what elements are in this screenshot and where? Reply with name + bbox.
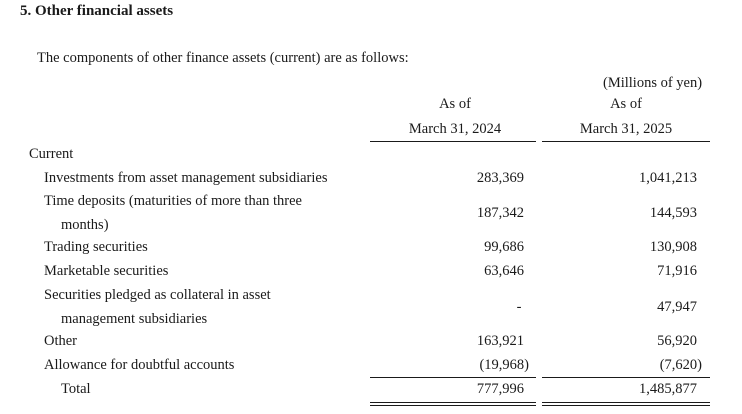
- total-value-2024: 777,996: [476, 381, 524, 397]
- row-value-2024: 99,686: [484, 239, 524, 255]
- row-value-2024: (19,968): [479, 357, 529, 373]
- double-rule-top-2024: [370, 402, 536, 403]
- col-2025-header-line1: As of: [610, 96, 642, 112]
- row-label-time-deposits: Time deposits (maturities of more than three: [44, 193, 302, 209]
- row-value-2025: (7,620): [659, 357, 702, 373]
- section-label-current: Current: [29, 146, 74, 162]
- row-label-trading-securities: Trading securities: [44, 239, 148, 255]
- col-2024-header-line2: March 31, 2024: [408, 121, 502, 137]
- row-value-2025: 47,947: [657, 299, 697, 315]
- row-label-marketable-securities: Marketable securities: [44, 263, 169, 279]
- row-value-2025: 144,593: [649, 205, 697, 221]
- row-value-2025: 71,916: [657, 263, 697, 279]
- row-label-time-deposits-cont: months): [61, 217, 109, 233]
- row-value-2024: 163,921: [476, 333, 524, 349]
- row-label-investments: Investments from asset management subsidiaries: [44, 170, 328, 186]
- header-rule-2024: [370, 141, 536, 142]
- total-label: Total: [61, 381, 91, 397]
- row-label-other: Other: [44, 333, 78, 349]
- total-rule-2024: [370, 377, 536, 378]
- total-rule-2025: [542, 377, 710, 378]
- double-rule-bottom-2025: [542, 405, 710, 406]
- row-value-2025: 130,908: [649, 239, 697, 255]
- row-value-2024: 283,369: [476, 170, 524, 186]
- unit-note: (Millions of yen): [603, 75, 703, 91]
- intro-text: The components of other finance assets (current) are as follows:: [37, 50, 409, 66]
- total-value-2025: 1,485,877: [639, 381, 697, 397]
- row-value-2024: 63,646: [484, 263, 524, 279]
- col-2025-header-line2: March 31, 2025: [579, 121, 673, 137]
- row-label-allowance: Allowance for doubtful accounts: [44, 357, 235, 373]
- row-value-2025: 56,920: [657, 333, 697, 349]
- section-heading: 5. Other financial assets: [20, 3, 174, 19]
- row-label-securities-pledged: Securities pledged as collateral in asset: [44, 287, 271, 303]
- col-2024-header-line1: As of: [439, 96, 471, 112]
- row-value-2024: 187,342: [476, 205, 524, 221]
- header-rule-2025: [542, 141, 710, 142]
- row-label-securities-pledged-cont: management subsidiaries: [61, 311, 208, 327]
- double-rule-bottom-2024: [370, 405, 536, 406]
- row-value-2025: 1,041,213: [639, 170, 697, 186]
- row-value-2024: -: [516, 299, 522, 315]
- double-rule-top-2025: [542, 402, 710, 403]
